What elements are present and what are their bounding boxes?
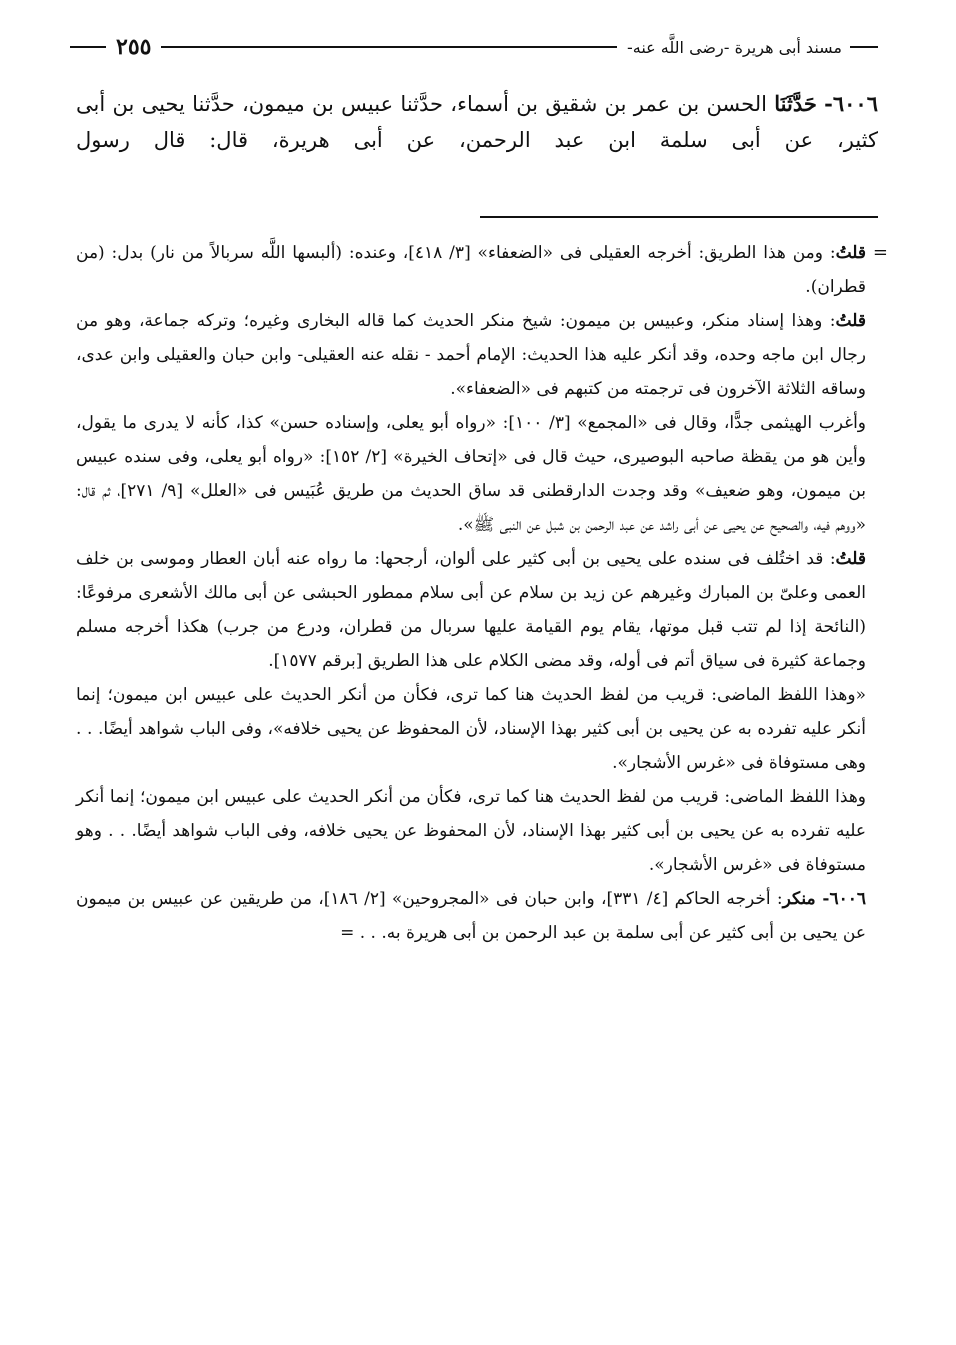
footnote-paragraph (76, 780, 866, 882)
footnote-paragraph (76, 882, 866, 950)
hadith-keyword: حَدَّثَنَا (774, 91, 817, 116)
header-dash (850, 46, 878, 48)
continuation-mark: = (872, 242, 888, 263)
footnote-text: : قد اختُلف فى سنده على يحيى بن أبى كثير على ألوان، أرجحها: ما رواه عنه أبان العطار وموسى بن خلف العمى وعلىّ بن المبارك وغيرهم عن زيد بن سلام عن أبى سلام ممطور الحبشى عن أبى مالك الأشعرى مرفوعًا: (النائحة إذا لم تتب قبل موتها، يقام يوم القيامة عليها سربال من قطران، ودرع من جرب) هكذا أخرجه مسلم وجماعة كثيرة فى سياق أتم فى أوله، وقد مضى الكلام على هذا الطريق [برقم ١٥٧٧]. (76, 549, 866, 671)
footnote-lead: قلتُ (835, 243, 867, 263)
page-number: ٢٥٥ (116, 34, 152, 60)
header-rule (161, 46, 617, 48)
footnote-paragraph (76, 236, 866, 304)
hadith-body: الحسن بن عمر بن شقيق بن أسماء، حدَّثنا عبيس بن ميمون، حدَّثنا يحيى بن أبى كثير، عن أبى سلمة ابن عبد الرحمن، عن أبى هريرة، قال: قال رسول (76, 92, 878, 152)
footnote-paragraph (76, 406, 866, 542)
footnote-text: وأغرب الهيثمى جدًّا، وقال فى «المجمع» [٣/ ١٠٠]: «رواه أبو يعلى، وإسناده حسن» كذا، كأنه لا يدرى ما يقول، وأين هو من يقظة صاحبه البوصيرى، حيث قال فى «إتحاف الخيرة» [٢/ ١٥٢]: «رواه أبو يعلى، وفى سنده عبيس بن ميمون، وهو ضعيف» وقد وجدت الدارقطنى قد ساق الحديث من طريق عُبَيس فى «العلل» [٩/ ٢٧١]، ثم قال: «ووهم فيه، والصحيح عن يحيى عن أبى راشد عن عبد الرحمن بن شبل عن النبى ﷺ». (76, 413, 867, 535)
footnote-paragraph (76, 678, 866, 780)
footnote-text: : أخرجه الحاكم [٤/ ٣٣١]، وابن حبان فى «المجروحين» [٢/ ١٨٦]، من طريقين عن عبيس بن ميمون عن يحيى بن أبى كثير عن أبى سلمة بن عبد الرحمن بن أبى هريرة به. . . = (76, 889, 866, 943)
footnote-text: : ومن هذا الطريق: أخرجه العقيلى فى «الضعفاء» [٣/ ٤١٨]، وعنده: (ألبسها اللَّه سربالاً من نار) بدل: (من قطران). (76, 243, 866, 297)
footnote-lead: قلتُ (835, 549, 866, 569)
hadith-paragraph (76, 86, 878, 158)
hadith-text (76, 86, 878, 158)
footnote-lead: ٦٠٠٦- منكر (782, 889, 866, 909)
footnote-text: «وهذا اللفظ الماضى: قريب من لفظ الحديث هنا كما ترى، فكأن من أنكر الحديث على عبيس ابن ميمون؛ إنما أنكر عليه تفرده به عن يحيى بن أبى كثير بهذا الإسناد، لأن المحفوظ عن يحيى خلافه»، وفى الباب شواهد أيضًا. . . وهى مستوفاة فى «غرس الأشجار». (76, 685, 866, 773)
header-title: مسند أبى هريرة -رضى اللَّه عنه- (626, 37, 842, 57)
hadith-number: ٦٠٠٦- (824, 91, 878, 116)
header-dash (70, 46, 106, 48)
footnote-separator (480, 216, 878, 218)
footnote-paragraph (76, 542, 866, 678)
footnote-text: وهذا اللفظ الماضى: قريب من لفظ الحديث هنا كما ترى، فكأن من أنكر الحديث على عبيس ابن ميمون؛ إنما أنكر عليه تفرده به عن يحيى بن أبى كثير بهذا الإسناد، لأن المحفوظ عن يحيى خلافه، وفى الباب شواهد أيضًا. . . وهو مستوفاة فى «غرس الأشجار». (76, 787, 866, 875)
running-header (70, 30, 878, 64)
footnote-lead: قلتُ (835, 311, 866, 331)
footnote-text: : وهذا إسناد منكر، وعبيس بن ميمون: شيخ منكر الحديث كما قاله البخارى وغيره؛ وتركه جماعة، وهو من رجال ابن ماجه وحده، وقد أنكر عليه هذا الحديث: الإمام أحمد - نقله عنه العقيلى- وابن حبان والعقيلى وابن عدى، وساقه الثلاثة الآخرون فى ترجمته من كتبهم فى «الضعفاء». (76, 311, 866, 399)
footnote-paragraph (76, 304, 866, 406)
footnotes (76, 236, 888, 950)
